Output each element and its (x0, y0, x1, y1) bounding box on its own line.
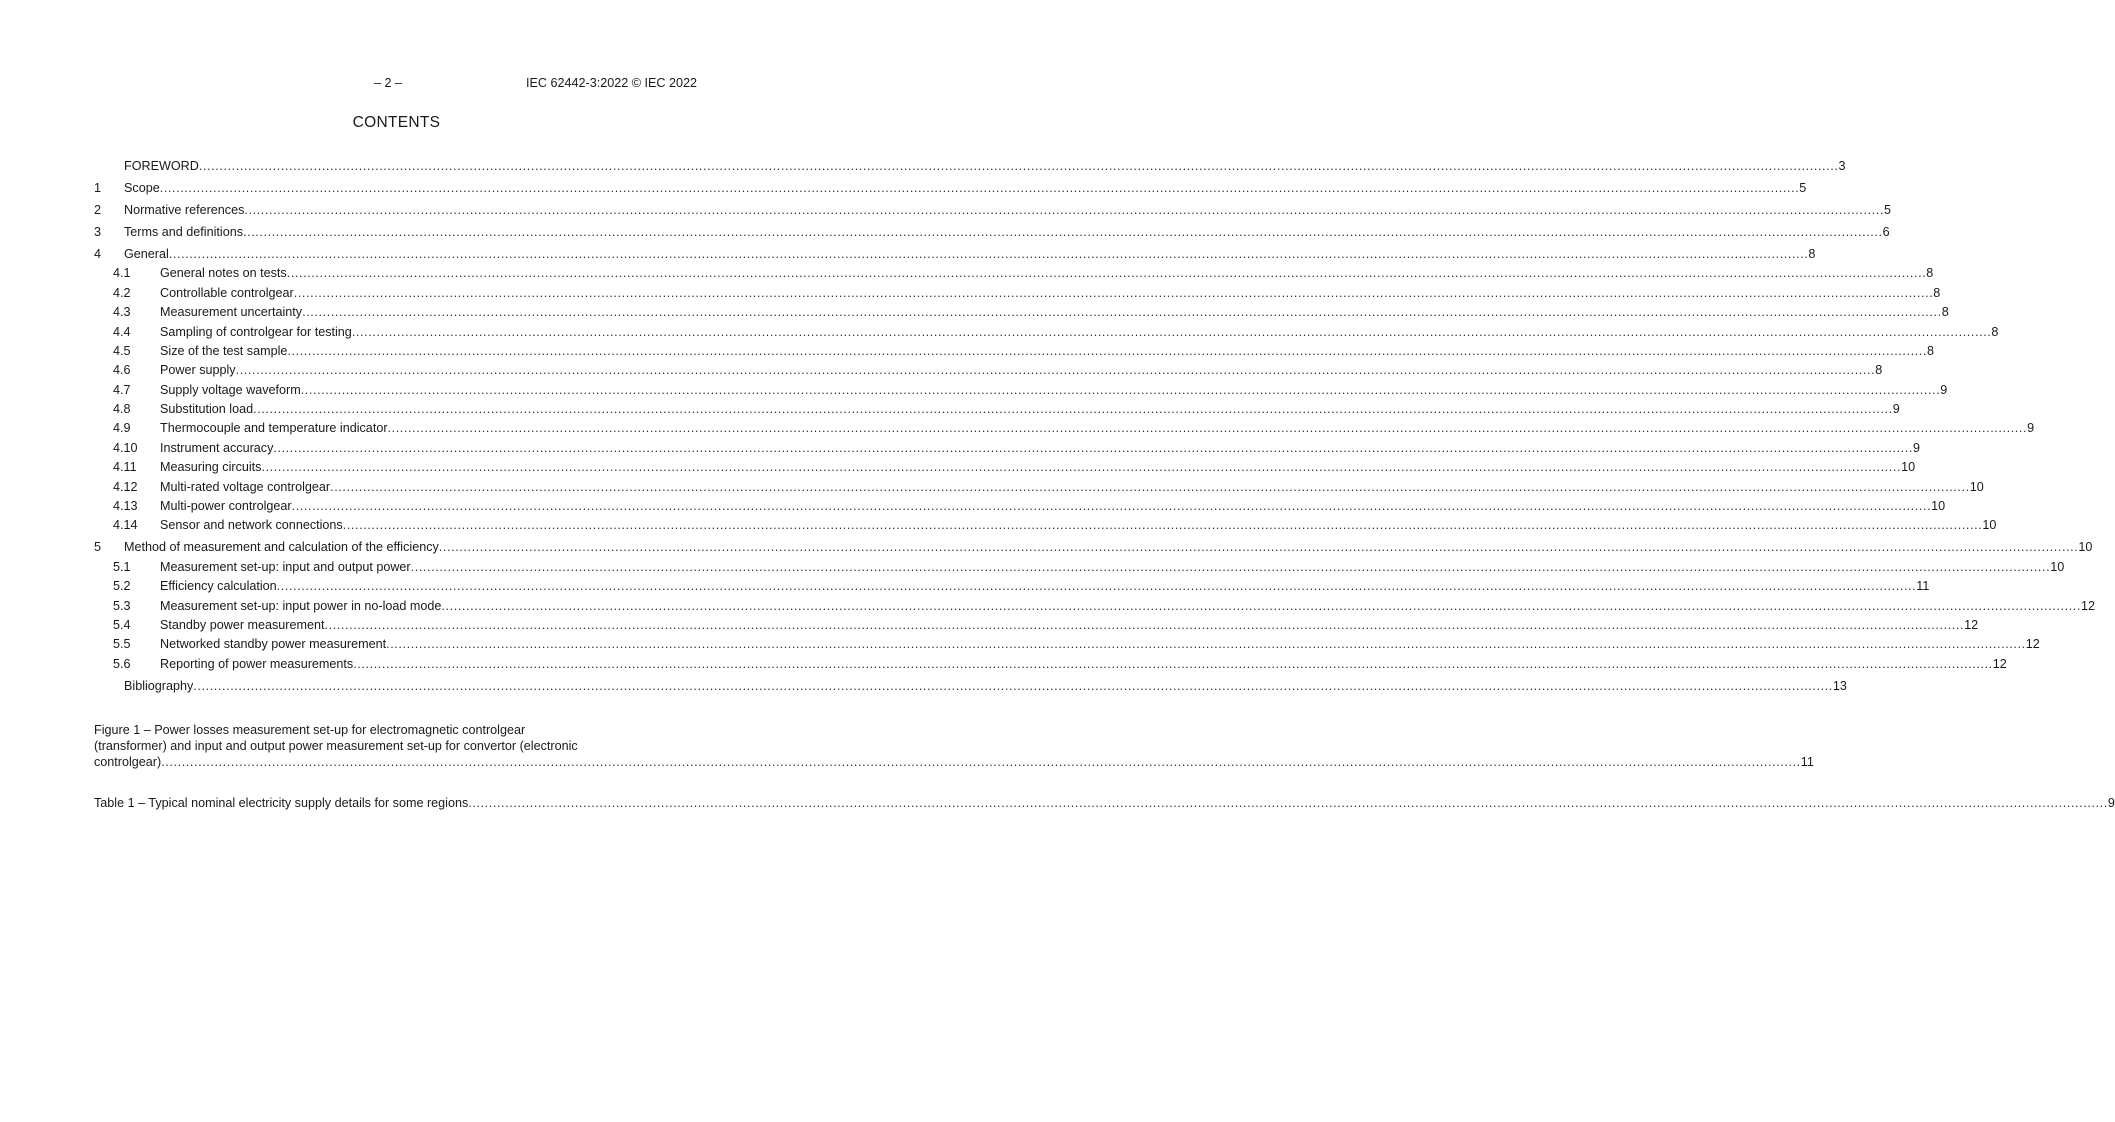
page-title: CONTENTS (352, 114, 441, 131)
toc-entry[interactable] (94, 478, 1984, 497)
toc-entry-number: 4.2 (113, 285, 131, 300)
toc-entry-title[interactable]: Supply voltage waveform (160, 382, 301, 397)
toc-entry-page: 10 (1931, 499, 1946, 514)
figure-entry-page: 11 (1800, 755, 1814, 769)
toc-entry-page: 6 (1882, 224, 1890, 239)
toc-entry[interactable] (94, 677, 1847, 696)
toc-entry[interactable] (94, 577, 1930, 596)
toc-entry-page: 9 (1940, 382, 1948, 397)
figure-entry-title-line: Figure 1 – Power losses measurement set-up for electromagnetic controlgear (94, 723, 526, 737)
list-of-tables (94, 794, 2115, 813)
toc-entry-page: 8 (1875, 363, 1883, 378)
toc-entry-number: 4.12 (113, 479, 138, 494)
table-entry-page: 9 (2107, 796, 2115, 810)
toc-entry[interactable] (94, 558, 2065, 577)
dot-leader: ................................................................................................................................................................................................................................................................................................................................................................................................................ (441, 598, 2081, 613)
toc-entry-page: 9 (1892, 402, 1900, 417)
table-entry-title: Table 1 – Typical nominal electricity supply details for some regions (94, 796, 469, 810)
toc-entry-page: 9 (1912, 440, 1920, 455)
toc-entry-number: 4.14 (113, 518, 138, 533)
toc-entry-number: 3 (94, 224, 102, 239)
toc-entry-page: 12 (2081, 598, 2096, 613)
dot-leader: ................................................................................................................................................................................................................................................................................................................................................................................................................ (386, 637, 2026, 652)
table-of-contents (94, 157, 2096, 696)
toc-entry-page: 11 (1916, 579, 1930, 594)
toc-entry[interactable] (94, 655, 2007, 674)
toc-entry-title[interactable]: Size of the test sample (160, 343, 288, 358)
toc-entry-page: 8 (1941, 305, 1949, 320)
dot-leader: ................................................................................................................................................................................................................................................................................................................................................................................................................ (324, 617, 1965, 632)
toc-entry[interactable] (94, 201, 1891, 220)
toc-entry-title[interactable]: Efficiency calculation (160, 579, 277, 594)
toc-entry-page: 5 (1883, 202, 1891, 217)
toc-entry[interactable] (94, 303, 1949, 322)
toc-entry[interactable] (94, 458, 1916, 477)
toc-entry-page: 3 (1838, 159, 1846, 173)
dot-leader: ................................................................................................................................................................................................................................................................................................................................................................................................................ (161, 755, 1801, 769)
dot-leader: ................................................................................................................................................................................................................................................................................................................................................................................................................ (287, 343, 1927, 358)
toc-entry-number: 4.3 (113, 305, 131, 320)
dot-leader: ................................................................................................................................................................................................................................................................................................................................................................................................................ (273, 440, 1913, 455)
toc-entry-number: 4.8 (113, 402, 131, 417)
toc-entry-page: 12 (1992, 656, 2007, 671)
dot-leader: ................................................................................................................................................................................................................................................................................................................................................................................................................ (438, 540, 2079, 555)
dot-leader: ................................................................................................................................................................................................................................................................................................................................................................................................................ (351, 324, 1992, 339)
toc-entry-page: 8 (1926, 343, 1934, 358)
toc-entry-page: 8 (1926, 266, 1934, 281)
toc-entry[interactable] (94, 616, 1979, 635)
toc-entry[interactable] (94, 400, 1900, 419)
toc-entry-number (94, 157, 124, 176)
toc-entry-page: 12 (1964, 617, 1979, 632)
toc-entry-title[interactable]: Measurement set-up: input power in no-load mode (160, 598, 442, 613)
toc-entry-number: 4.4 (113, 324, 131, 339)
toc-entry[interactable] (94, 419, 2035, 438)
dot-leader: ................................................................................................................................................................................................................................................................................................................................................................................................................ (193, 678, 1833, 693)
dot-leader: ................................................................................................................................................................................................................................................................................................................................................................................................................ (253, 402, 1893, 417)
dot-leader: ................................................................................................................................................................................................................................................................................................................................................................................................................ (168, 246, 1809, 261)
toc-entry[interactable] (94, 516, 1997, 535)
toc-entry-title[interactable]: Method of measurement and calculation of the efficiency (124, 540, 439, 555)
toc-entry-title[interactable]: Substitution load (160, 402, 254, 417)
toc-entry[interactable] (94, 497, 1946, 516)
dot-leader: ................................................................................................................................................................................................................................................................................................................................................................................................................ (244, 202, 1884, 217)
dot-leader: ................................................................................................................................................................................................................................................................................................................................................................................................................ (291, 499, 1932, 514)
toc-entry-number: 4.1 (113, 266, 131, 281)
toc-entry-title[interactable]: Sensor and network connections (160, 518, 343, 533)
toc-entry-number (94, 677, 124, 696)
toc-entry-page: 10 (2078, 540, 2093, 555)
table-entry[interactable] (94, 794, 2115, 813)
figure-entry-title-line: (transformer) and input and output power measurement set-up for convertor (electronic (94, 739, 578, 753)
toc-entry-number: 5.3 (113, 598, 131, 613)
toc-entry-number: 5.6 (113, 656, 131, 671)
toc-entry-number: 5.5 (113, 637, 131, 652)
toc-entry-title[interactable]: Power supply (160, 363, 236, 378)
toc-entry-number: 5.4 (113, 617, 131, 632)
header-page-number: – 2 – (373, 76, 402, 90)
dot-leader: ................................................................................................................................................................................................................................................................................................................................................................................................................ (159, 180, 1800, 195)
dot-leader: ................................................................................................................................................................................................................................................................................................................................................................................................................ (243, 224, 1883, 239)
toc-entry-page: 10 (1982, 518, 1997, 533)
dot-leader: ................................................................................................................................................................................................................................................................................................................................................................................................................ (235, 363, 1876, 378)
toc-entry-title[interactable]: Controllable controlgear (160, 285, 294, 300)
toc-entry-page: 8 (1991, 324, 1999, 339)
toc-entry-title[interactable]: Terms and definitions (124, 224, 244, 239)
toc-entry[interactable] (94, 538, 2093, 557)
toc-entry-title[interactable]: Sampling of controlgear for testing (160, 324, 352, 339)
toc-entry[interactable] (94, 245, 1816, 264)
toc-entry[interactable] (94, 597, 2096, 616)
dot-leader: ................................................................................................................................................................................................................................................................................................................................................................................................................ (342, 518, 1983, 533)
toc-entry-title[interactable]: Bibliography (124, 678, 194, 693)
toc-entry-number: 4.9 (113, 421, 131, 436)
toc-entry-number: 4.7 (113, 382, 131, 397)
toc-entry-title[interactable]: Networked standby power measurement (160, 637, 387, 652)
dot-leader: ................................................................................................................................................................................................................................................................................................................................................................................................................ (330, 479, 1970, 494)
toc-entry-number: 4.6 (113, 363, 131, 378)
toc-entry-page: 9 (2027, 421, 2035, 436)
toc-entry-page: 8 (1933, 285, 1941, 300)
toc-entry-number: 5 (94, 540, 102, 555)
toc-entry-title[interactable]: Multi-rated voltage controlgear (160, 479, 331, 494)
toc-entry-title[interactable]: Standby power measurement (160, 617, 325, 632)
dot-leader: ................................................................................................................................................................................................................................................................................................................................................................................................................ (276, 579, 1917, 594)
dot-leader: ................................................................................................................................................................................................................................................................................................................................................................................................................ (198, 159, 1839, 173)
toc-entry-number: 5.2 (113, 579, 131, 594)
figure-entry-title-line: controlgear) (94, 755, 162, 769)
toc-entry-page: 5 (1799, 180, 1807, 195)
toc-entry-title[interactable]: Multi-power controlgear (160, 499, 292, 514)
toc-entry-number: 4.5 (113, 343, 131, 358)
toc-entry[interactable] (94, 179, 1807, 198)
toc-entry-number: 5.1 (113, 559, 131, 574)
toc-entry-title[interactable]: General notes on tests (160, 266, 287, 281)
dot-leader: ................................................................................................................................................................................................................................................................................................................................................................................................................ (353, 656, 1993, 671)
toc-entry-page: 10 (1969, 479, 1984, 494)
toc-entry-title[interactable]: Instrument accuracy (160, 440, 274, 455)
dot-leader: ................................................................................................................................................................................................................................................................................................................................................................................................................ (468, 796, 2108, 810)
toc-entry-number: 1 (94, 180, 102, 195)
toc-entry-title[interactable]: Normative references (124, 202, 245, 217)
toc-entry-number: 2 (94, 202, 102, 217)
dot-leader: ................................................................................................................................................................................................................................................................................................................................................................................................................ (302, 305, 1942, 320)
toc-entry[interactable] (94, 342, 1934, 361)
dot-leader: ................................................................................................................................................................................................................................................................................................................................................................................................................ (410, 559, 2051, 574)
figure-entry-last-line (94, 754, 1814, 770)
toc-entry-page: 8 (1808, 246, 1816, 261)
toc-entry-number: 4 (94, 246, 102, 261)
toc-entry[interactable] (94, 264, 1934, 283)
toc-entry-number: 4.11 (113, 460, 137, 475)
toc-entry-page: 12 (2025, 637, 2040, 652)
toc-entry[interactable] (94, 223, 1890, 242)
toc-entry[interactable] (94, 381, 1948, 400)
toc-entry[interactable] (94, 635, 2040, 654)
toc-entry-page: 13 (1832, 678, 1847, 693)
toc-entry[interactable] (94, 157, 1846, 176)
figure-entry[interactable] (94, 722, 1814, 770)
dot-leader: ................................................................................................................................................................................................................................................................................................................................................................................................................ (300, 382, 1941, 397)
toc-entry-title[interactable]: General (124, 246, 169, 261)
toc-entry-title[interactable]: FOREWORD (124, 159, 199, 173)
dot-leader: ................................................................................................................................................................................................................................................................................................................................................................................................................ (293, 285, 1934, 300)
dot-leader: ................................................................................................................................................................................................................................................................................................................................................................................................................ (387, 421, 2028, 436)
toc-entry[interactable] (94, 284, 1941, 303)
toc-entry-title[interactable]: Measuring circuits (160, 460, 262, 475)
list-of-figures (94, 722, 1814, 770)
toc-entry-page: 10 (2050, 559, 2065, 574)
toc-entry[interactable] (94, 361, 1883, 380)
toc-entry-title[interactable]: Reporting of power measurements (160, 656, 354, 671)
toc-entry-title[interactable]: Thermocouple and temperature indicator (160, 421, 388, 436)
toc-entry-title[interactable]: Scope (124, 180, 160, 195)
toc-entry-title[interactable]: Measurement uncertainty (160, 305, 303, 320)
dot-leader: ................................................................................................................................................................................................................................................................................................................................................................................................................ (286, 266, 1927, 281)
toc-entry[interactable] (94, 439, 1920, 458)
toc-entry-number: 4.13 (113, 499, 138, 514)
toc-entry-title[interactable]: Measurement set-up: input and output power (160, 559, 411, 574)
toc-entry[interactable] (94, 323, 1999, 342)
toc-entry-number: 4.10 (113, 440, 138, 455)
toc-entry-page: 10 (1901, 460, 1916, 475)
header-standard-id: IEC 62442-3:2022 © IEC 2022 (525, 76, 697, 90)
dot-leader: ................................................................................................................................................................................................................................................................................................................................................................................................................ (261, 460, 1902, 475)
